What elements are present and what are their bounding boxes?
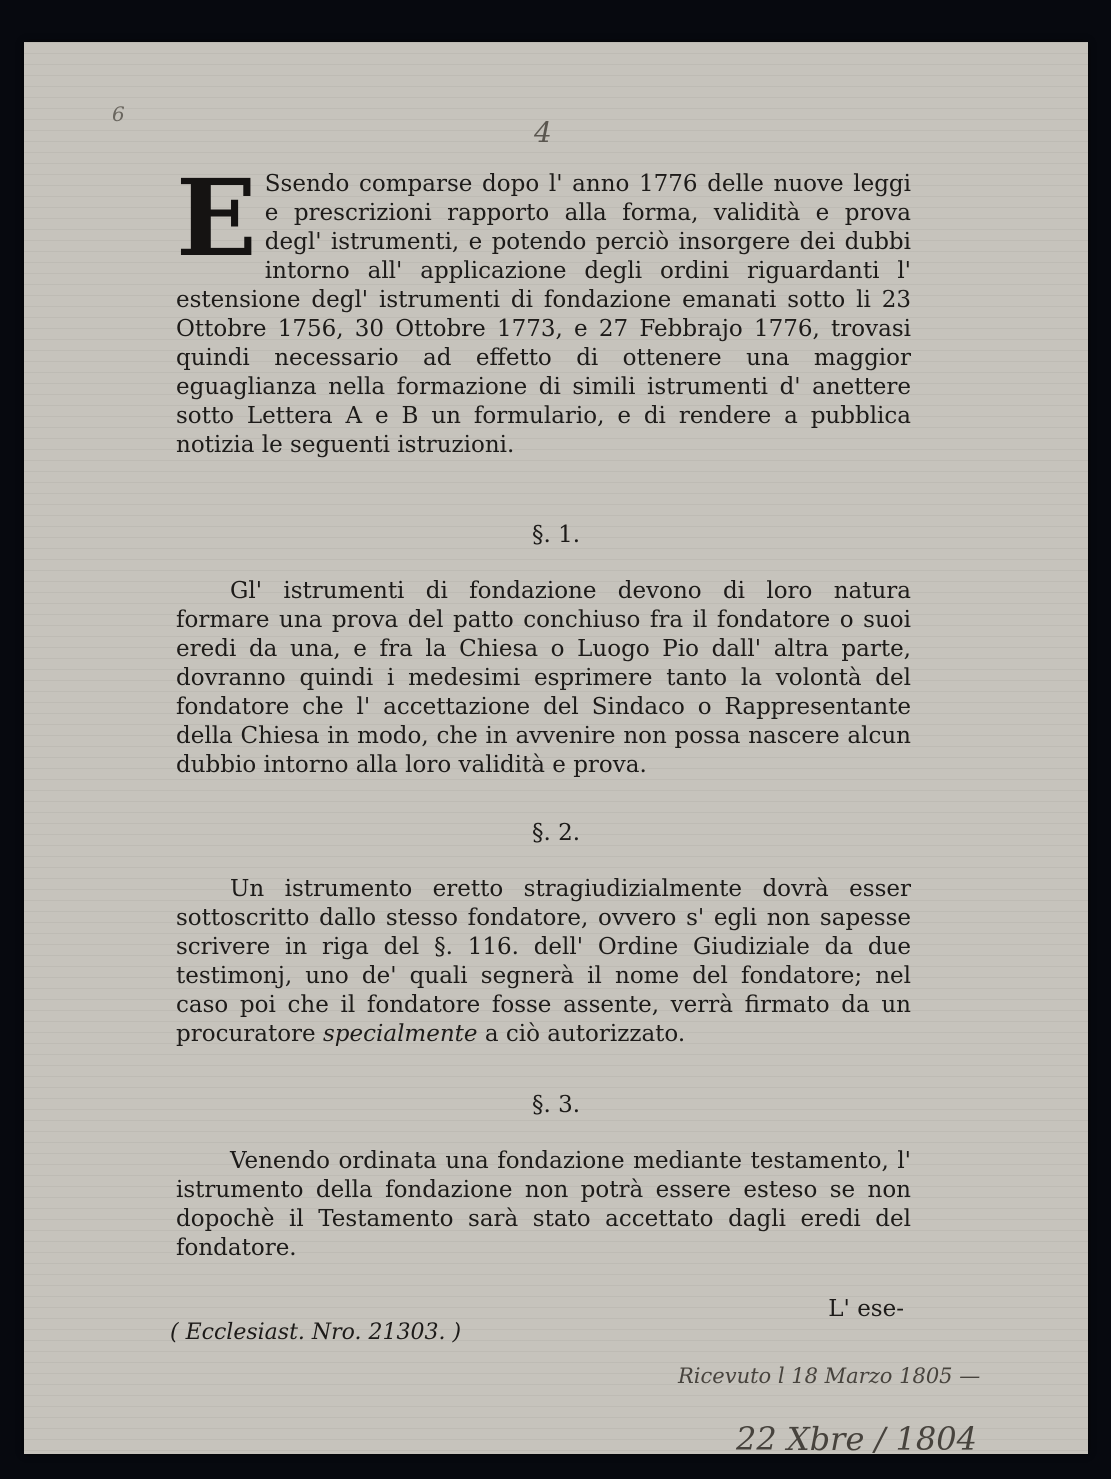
document-page xyxy=(24,42,1088,1458)
section-2-text-after: a ciò autorizzato. xyxy=(484,1021,686,1047)
handwritten-receipt-note: Ricevuto l 18 Marzo 1805 — xyxy=(678,1364,981,1388)
catchword: L' ese- xyxy=(828,1296,904,1322)
intro-text: Ssendo comparse dopo l' anno 1776 delle nuove leggi e prescrizioni rapporto alla forma, validità e prova degl' istrumenti, e potendo perciò insorgere dei dubbi intorno all' applicazione degli ordini riguardanti l' estensione degl' istrumenti di fondazione emanati sotto li 23 Ottobre 1756, 30 Ottobre 1773, e 27 Febbrajo 1776, trovasi quindi necessario ad effetto di ottenere una maggior eguaglianza nella formazione di simili istrumenti d' anettere sotto Lettera A e B un formulario, e di rendere a pubblica notizia le seguenti istruzioni. xyxy=(176,171,911,458)
handwritten-date-note: 22 Xbre / 1804 xyxy=(736,1420,977,1458)
section-2-text-before: Un istrumento eretto stragiudizialmente dovrà esser sottoscritto dallo stesso fondatore, ovvero s' egli non sapesse scrivere in riga del §. 116. dell' Ordine Giudiziale da due testimonj, uno de' quali segnerà il nome del fondatore; nel caso poi che il fondatore fosse assente, verrà firmato da un procuratore xyxy=(176,876,911,1047)
section-1-text: Gl' istrumenti di fondazione devono di loro natura formare una prova del patto conchiuso fra il fondatore o suoi eredi da una, e fra la Chiesa o Luogo Pio dall' altra parte, dovranno quindi i medesimi esprimere tanto la volontà del fondatore che l' accettazione del Sindaco o Rappresentante della Chiesa in modo, che in avvenire non possa nascere alcun dubbio intorno alla loro validità e prova. xyxy=(176,578,911,778)
section-2-mark: §. 2. xyxy=(531,820,581,846)
section-2-emphasis: specialmente xyxy=(322,1021,478,1047)
corner-mark: 6 xyxy=(112,102,125,126)
section-3-text: Venendo ordinata una fondazione mediante testamento, l' istrumento della fondazione non potrà essere esteso se non dopochè il Testamento sarà stato accettato dagli eredi del fondatore. xyxy=(176,1148,911,1261)
intro-paragraph xyxy=(176,155,911,460)
reference-number: ( Ecclesiast. Nro. 21303. ) xyxy=(170,1320,462,1345)
drop-cap: E xyxy=(176,155,257,280)
section-3-mark: §. 3. xyxy=(531,1092,581,1118)
section-2-text xyxy=(176,875,911,1049)
section-1-mark: §. 1. xyxy=(531,522,581,548)
page-number: 4 xyxy=(534,116,552,149)
